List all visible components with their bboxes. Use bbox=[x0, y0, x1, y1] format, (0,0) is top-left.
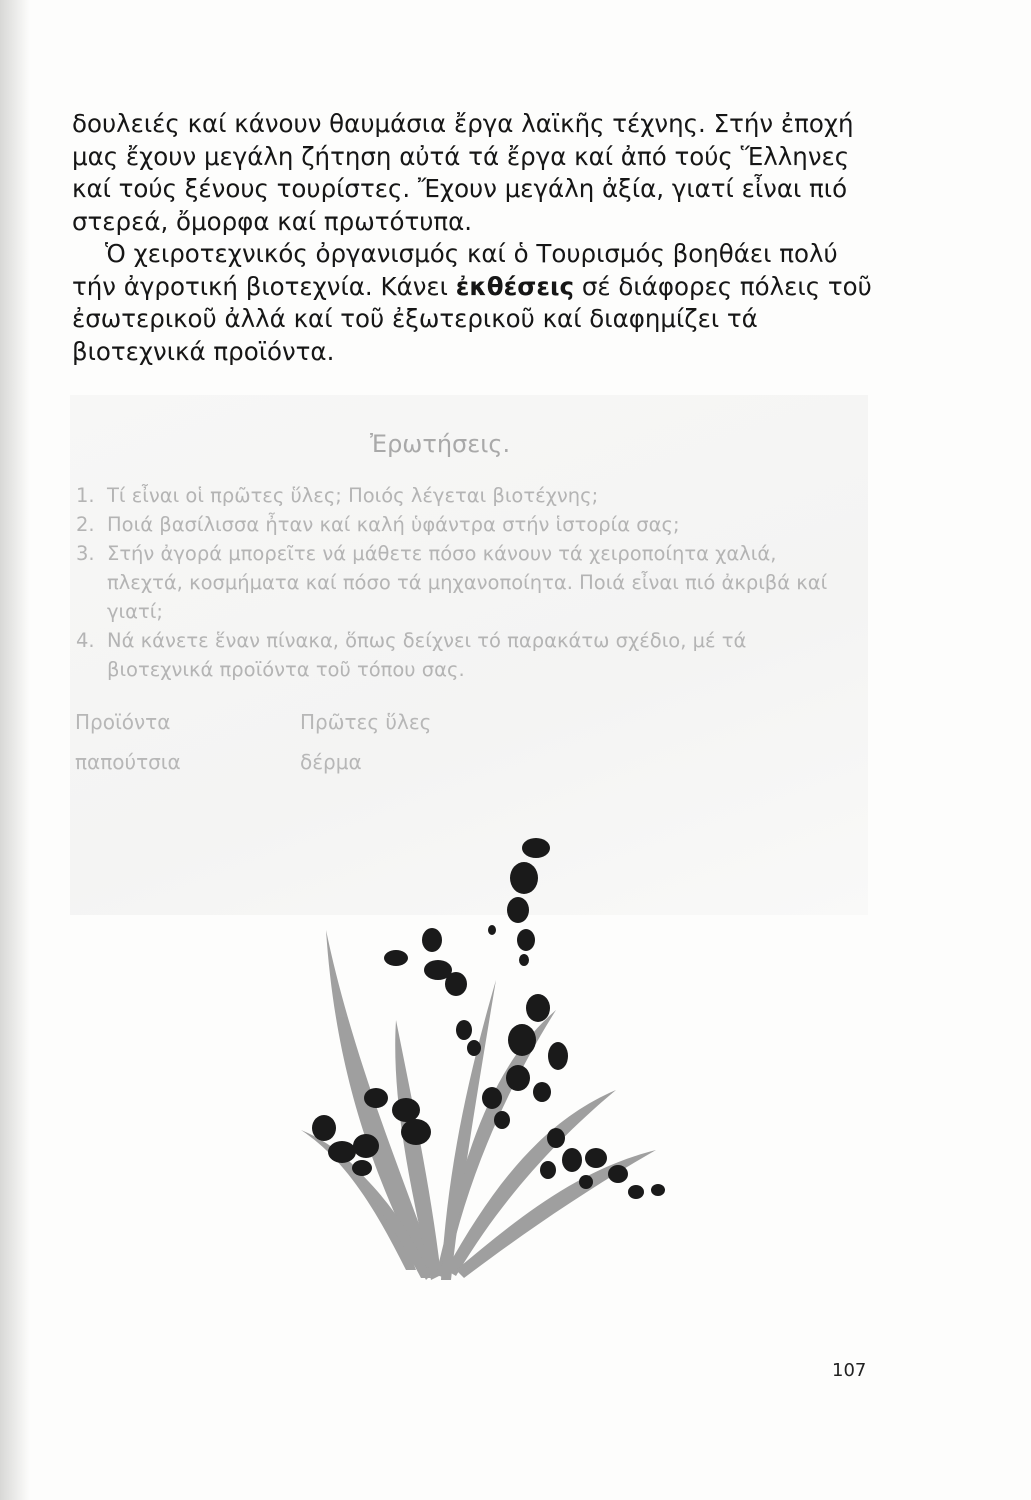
questions-heading: Ἐρωτήσεις. bbox=[370, 430, 511, 458]
leaves bbox=[301, 930, 656, 1280]
question-number: 4. bbox=[76, 629, 95, 652]
question-number: 1. bbox=[76, 484, 95, 507]
question-text: Τί εἶναι οἱ πρῶτες ὕλες; Ποιός λέγεται βιοτέχνης; bbox=[107, 484, 599, 507]
body-text bbox=[72, 108, 882, 368]
question-text: Στήν ἀγορά μπορεῖτε νά μάθετε πόσο κάνουν τά χειροποίητα χαλιά, πλεχτά, κοσμήματα καί πόσο τά μηχανοποίητα. Ποιά εἶναι πιό ἀκριβά καί γιατί; bbox=[107, 542, 828, 623]
question-item bbox=[76, 539, 836, 626]
question-number: 2. bbox=[76, 513, 95, 536]
page-edge-shadow bbox=[0, 0, 30, 1500]
paragraph-2-end: σέ διάφορες πόλεις τοῦ ἐσωτερικοῦ ἀλλά καί τοῦ ἐξωτερικοῦ καί διαφημίζει τά βιοτεχνικά προϊόντα. bbox=[72, 271, 872, 366]
paragraph-2-start: Ὁ χειροτεχνικός ὀργανισμός καί ὁ Τουρισμός βοηθάει πολύ τήν ἀγροτική βιοτεχνία. Κάνει bbox=[72, 239, 838, 301]
question-item bbox=[76, 626, 836, 684]
table-header-products: Προϊόντα bbox=[75, 710, 171, 734]
question-text: Νά κάνετε ἕναν πίνακα, ὅπως δείχνει τό παρακάτω σχέδιο, μέ τά βιοτεχνικά προϊόντα τοῦ τόπου σας. bbox=[107, 629, 747, 681]
question-item bbox=[76, 481, 836, 510]
questions-list bbox=[76, 481, 836, 684]
table-cell-product: παπούτσια bbox=[75, 750, 181, 774]
question-number: 3. bbox=[76, 542, 95, 565]
question-item bbox=[76, 510, 836, 539]
emphasized-word: ἐκθέσεις bbox=[455, 271, 575, 301]
table-header-raw-materials: Πρῶτες ὕλες bbox=[300, 710, 432, 734]
page-number: 107 bbox=[832, 1360, 867, 1381]
paragraph-2 bbox=[72, 238, 882, 368]
question-text: Ποιά βασίλισσα ἦταν καί καλή ὑφάντρα στήν ἱστορία σας; bbox=[107, 513, 680, 536]
flower-brush-illustration bbox=[296, 830, 696, 1300]
paragraph-1: δουλειές καί κάνουν θαυμάσια ἔργα λαϊκῆς τέχνης. Στήν ἐποχή μας ἔχουν μεγάλη ζήτηση αὐτά τά ἔργα καί ἀπό τούς Ἕλληνες καί τούς ξένους τουρίστες. Ἔχουν μεγάλη ἀξία, γιατί εἶναι πιό στερεά, ὄμορφα καί πρωτότυπα. bbox=[72, 109, 854, 236]
table-cell-material: δέρμα bbox=[300, 750, 362, 774]
